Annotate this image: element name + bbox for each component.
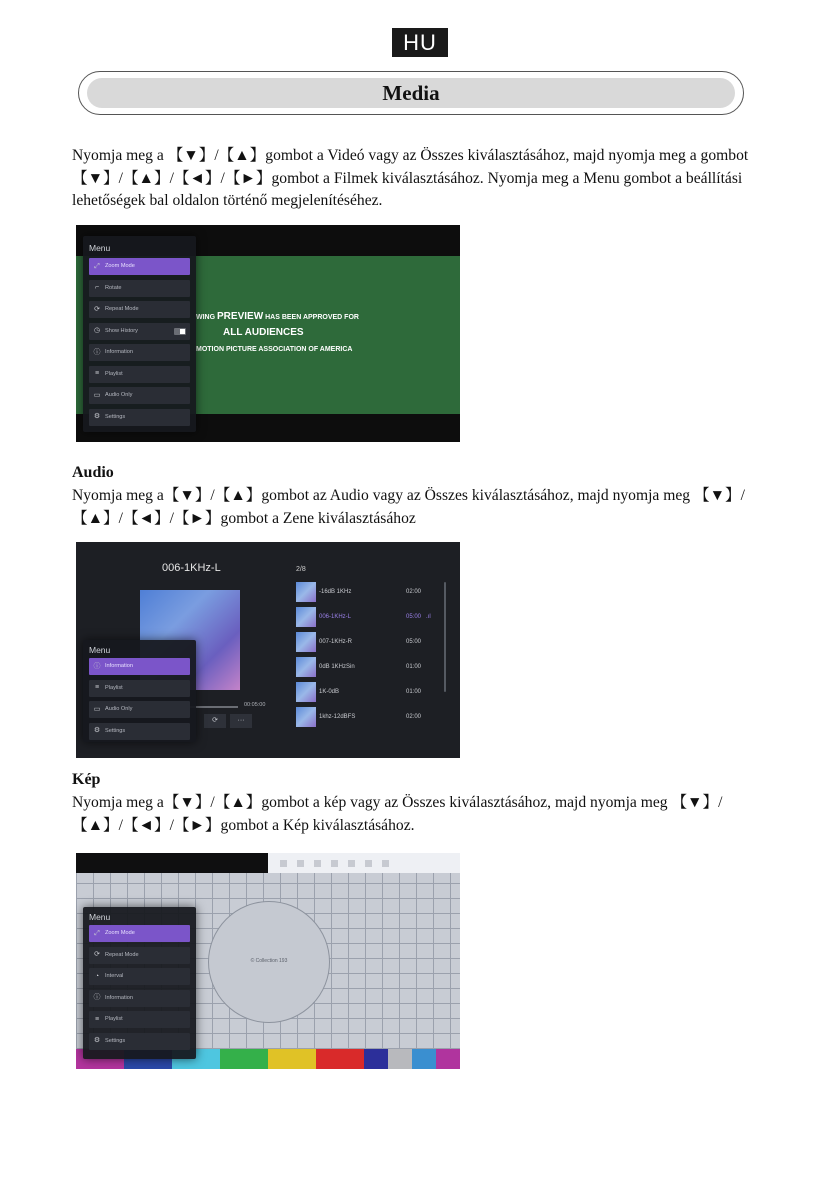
repeat-icon: ⟳	[94, 951, 100, 958]
gear-icon: ⚙	[93, 413, 101, 420]
thumbnail[interactable]	[331, 860, 338, 867]
video-menu	[83, 236, 196, 432]
image-heading: Kép	[72, 771, 101, 788]
menu-item-label: Settings	[105, 413, 126, 420]
gear-icon: ⚙	[93, 727, 101, 734]
menu-item-label: Playlist	[105, 1016, 123, 1022]
menu-item-information[interactable]	[89, 344, 190, 361]
menu-item-label: Information	[105, 349, 133, 355]
equalizer-icon: .ıl	[426, 614, 431, 620]
track-row[interactable]	[296, 657, 446, 677]
circle-caption: © Collection 193	[250, 958, 288, 964]
color-bar	[316, 1049, 364, 1069]
track-row[interactable]	[296, 582, 446, 602]
track-row-active[interactable]	[296, 607, 446, 627]
info-icon: ⓘ	[93, 348, 101, 356]
info-icon: ⓘ	[93, 662, 101, 670]
image-instructions: Nyomja meg a【▼】/【▲】gombot a kép vagy az Összes kiválasztásához, majd nyomja meg 【▼】/【▲】/【◄】/【►】gombot a Kép kiválasztásához.	[72, 794, 723, 834]
track-row[interactable]	[296, 707, 446, 727]
elapsed-time: 00:05:00	[244, 702, 266, 708]
menu-item-show-history[interactable]	[89, 323, 190, 340]
preview-line-1	[196, 311, 359, 322]
preview-word: PREVIEW	[217, 311, 264, 322]
info-icon: ⓘ	[93, 994, 101, 1001]
color-bar	[412, 1049, 436, 1069]
color-bar	[220, 1049, 268, 1069]
menu-item-information[interactable]	[89, 658, 190, 675]
preview-line-2: ALL AUDIENCES	[223, 327, 304, 338]
menu-item-playlist[interactable]	[89, 1011, 190, 1028]
track-name: 006-1KHz-L	[319, 614, 352, 620]
thumbnail[interactable]	[382, 860, 389, 867]
history-icon: ◷	[93, 327, 101, 334]
thumbnail-strip-dark	[76, 853, 268, 873]
thumbnail[interactable]	[365, 860, 372, 867]
audio-screenshot	[76, 542, 460, 758]
track-thumbnail	[296, 582, 316, 602]
color-bar	[436, 1049, 460, 1069]
track-time: 02:00	[406, 589, 422, 595]
track-thumbnail	[296, 632, 316, 652]
track-time: 02:00	[406, 714, 422, 720]
track-name: 007-1KHz-R	[319, 639, 353, 645]
now-playing-title: 006-1KHz-L	[162, 562, 221, 574]
menu-item-label: Audio Only	[105, 392, 133, 398]
color-bar	[388, 1049, 412, 1069]
playlist-scrollbar[interactable]	[444, 582, 446, 692]
track-time: 05:00	[406, 639, 422, 645]
image-menu	[83, 907, 196, 1059]
menu-title: Menu	[89, 645, 111, 655]
color-bar	[364, 1049, 388, 1069]
audio-only-icon: ▭	[93, 705, 101, 713]
track-thumbnail	[296, 607, 316, 627]
menu-item-playlist[interactable]	[89, 680, 190, 697]
preview-line-3: MOTION PICTURE ASSOCIATION OF AMERICA	[196, 346, 353, 353]
track-thumbnail	[296, 707, 316, 727]
thumbnail[interactable]	[280, 860, 287, 867]
menu-item-zoom-mode[interactable]	[89, 258, 190, 275]
track-thumbnail	[296, 682, 316, 702]
menu-item-label: Zoom Mode	[105, 930, 135, 936]
menu-item-label: Repeat Mode	[105, 306, 139, 312]
thumbnail[interactable]	[297, 860, 304, 867]
thumbnail-strip-light	[268, 853, 460, 873]
playlist-icon: ≡	[94, 370, 100, 377]
menu-item-label: Repeat Mode	[105, 951, 139, 958]
track-name: 0dB 1KHzSin	[319, 664, 355, 670]
video-screenshot	[76, 225, 460, 442]
menu-item-label: Playlist	[105, 370, 123, 377]
zoom-icon: ⤢	[94, 929, 100, 937]
menu-item-label: Interval	[105, 973, 124, 979]
menu-item-label: Audio Only	[105, 706, 133, 712]
repeat-icon: ⟳	[94, 305, 100, 313]
track-time: 01:00	[406, 689, 422, 695]
playlist-icon: ≡	[94, 1015, 100, 1023]
menu-item-audio-only[interactable]	[89, 387, 190, 404]
menu-item-label: Show History	[105, 327, 138, 334]
menu-item-label: Information	[105, 663, 133, 669]
track-time: 05:00	[406, 614, 422, 620]
menu-item-label: Rotate	[105, 284, 122, 291]
menu-item-label: Settings	[105, 1037, 126, 1044]
more-button[interactable]: ···	[230, 714, 252, 728]
menu-item-rotate[interactable]	[89, 280, 190, 297]
playlist-icon: ≡	[94, 684, 100, 691]
track-name: 1K-0dB	[319, 689, 340, 695]
menu-item-zoom-mode[interactable]	[89, 925, 190, 942]
track-name: 1khz-12dBFS	[319, 714, 356, 720]
menu-item-repeat-mode[interactable]	[89, 301, 190, 318]
video-instructions: Nyomja meg a 【▼】/【▲】gombot a Videó vagy az Összes kiválasztásához, majd nyomja meg a gombot 【▼】/【▲】/【◄】/【►】gombot a Filmek kiválasztásához. Nyomja meg a Menu gombot a beállítási lehetőségek bal oldalon történő megjelenítéséhez.	[72, 147, 749, 209]
zoom-icon: ⤢	[94, 262, 100, 270]
preview-prefix: WING	[196, 314, 216, 321]
menu-title: Menu	[89, 243, 111, 253]
timer-icon: ◔	[94, 972, 100, 980]
test-pattern-circle	[208, 901, 330, 1023]
track-time: 01:00	[406, 664, 422, 670]
menu-item-information[interactable]	[89, 990, 190, 1007]
menu-item-label: Playlist	[105, 684, 123, 691]
menu-item-label: Zoom Mode	[105, 263, 135, 269]
color-bar	[268, 1049, 316, 1069]
menu-item-interval[interactable]	[89, 968, 190, 985]
audio-instructions: Nyomja meg a【▼】/【▲】gombot az Audio vagy az Összes kiválasztásához, majd nyomja meg 【▼】/【▲】/【◄】/【►】gombot a Zene kiválasztásához	[72, 487, 745, 527]
language-badge: HU	[392, 28, 448, 57]
section-title: Media	[87, 78, 735, 108]
track-row[interactable]	[296, 632, 446, 652]
menu-title: Menu	[89, 912, 111, 922]
audio-menu	[83, 640, 196, 742]
menu-item-label: Settings	[105, 727, 126, 734]
gear-icon: ⚙	[93, 1037, 101, 1044]
audio-heading: Audio	[72, 464, 114, 481]
menu-item-playlist[interactable]	[89, 366, 190, 383]
menu-item-settings[interactable]	[89, 1033, 190, 1050]
track-name: -16dB 1KHz	[319, 589, 352, 595]
menu-item-settings[interactable]	[89, 409, 190, 426]
menu-item-audio-only[interactable]	[89, 701, 190, 718]
menu-item-settings[interactable]	[89, 723, 190, 740]
history-toggle[interactable]	[174, 328, 186, 335]
audio-only-icon: ▭	[93, 391, 101, 399]
menu-item-label: Information	[105, 994, 133, 1001]
track-row[interactable]	[296, 682, 446, 702]
track-thumbnail	[296, 657, 316, 677]
thumbnail[interactable]	[314, 860, 321, 867]
thumbnail[interactable]	[348, 860, 355, 867]
rotate-icon: ⌐	[94, 284, 100, 291]
section-banner	[78, 71, 744, 115]
preview-suffix: HAS BEEN APPROVED FOR	[265, 314, 359, 321]
repeat-button[interactable]: ⟳	[204, 714, 226, 728]
menu-item-repeat-mode[interactable]	[89, 947, 190, 964]
image-screenshot	[76, 853, 460, 1069]
track-count: 2/8	[296, 566, 306, 573]
